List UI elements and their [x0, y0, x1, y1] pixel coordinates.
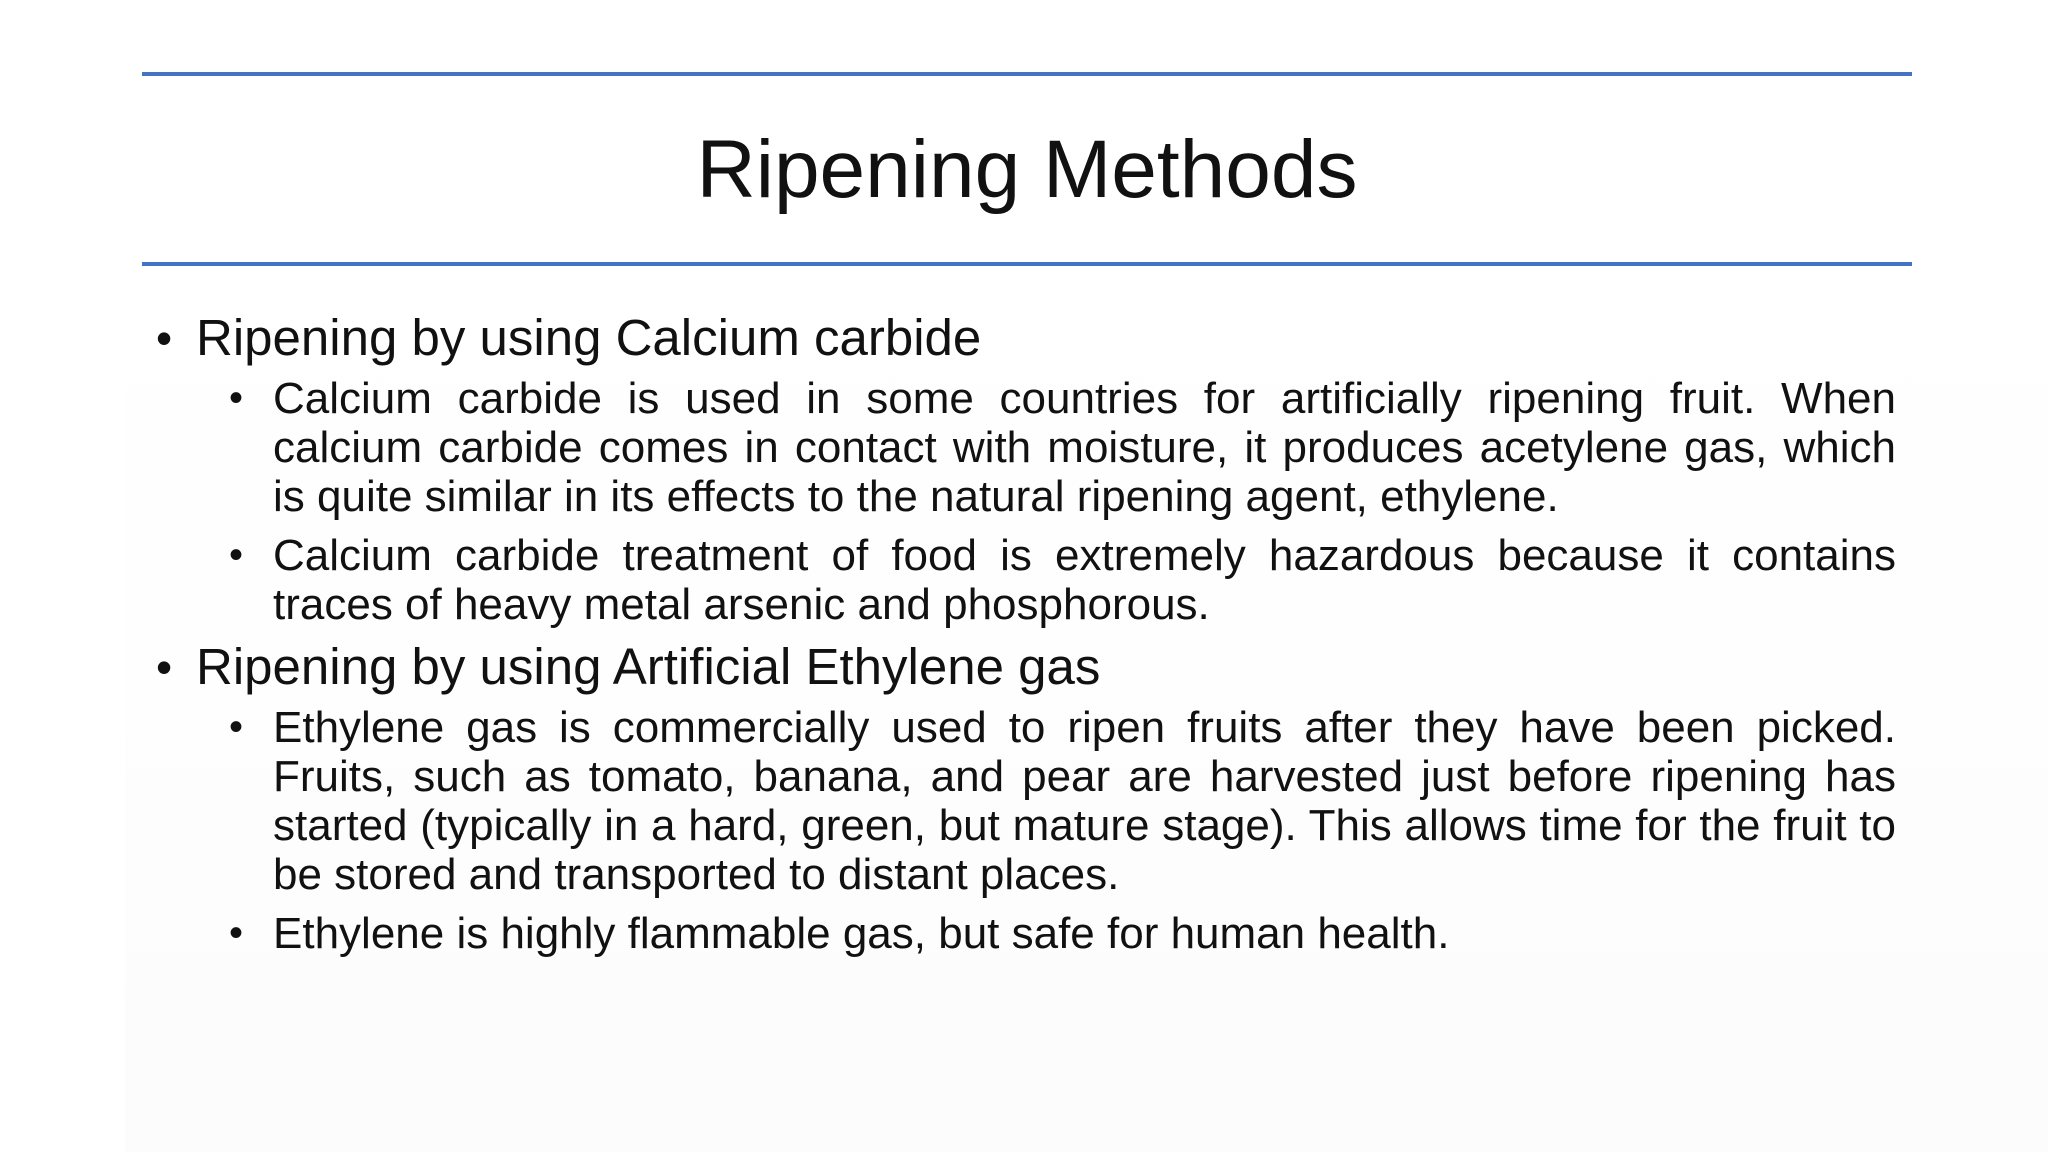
section-ethylene-points [150, 703, 1896, 958]
list-item [229, 374, 1896, 521]
title-bottom-rule [142, 262, 1912, 266]
list-item [229, 703, 1896, 899]
bullet-icon: • [229, 376, 244, 420]
slide-title: Ripening Methods [696, 124, 1358, 215]
list-item [229, 531, 1896, 629]
section-calcium-carbide-points [150, 374, 1896, 629]
list-item-text: Ethylene is highly flammable gas, but safe for human health. [273, 909, 1450, 958]
list-item [229, 909, 1896, 958]
section-ethylene-heading [150, 635, 1896, 699]
section-heading-text: Ripening by using Calcium carbide [196, 309, 982, 366]
bullet-icon: • [229, 705, 244, 749]
list-item-text: Ethylene gas is commercially used to ripen fruits after they have been picked. Fruits, such as tomato, banana, and pear are harvested just before ripening has started (typically in a hard, green, but mature stage). This allows time for the fruit to be stored and transported to distant places. [273, 703, 1896, 899]
bullet-icon: • [156, 312, 173, 364]
bullet-icon: • [229, 533, 244, 577]
slide-body [150, 306, 1896, 964]
list-item-text: Calcium carbide treatment of food is extremely hazardous because it contains traces of heavy metal arsenic and phosphorous. [273, 531, 1896, 629]
list-item-text: Calcium carbide is used in some countries for artificially ripening fruit. When calcium carbide comes in contact with moisture, it produces acetylene gas, which is quite similar in its effects to the natural ripening agent, ethylene. [273, 374, 1896, 521]
section-calcium-carbide-heading [150, 306, 1896, 370]
bullet-icon: • [156, 641, 173, 693]
bullet-icon: • [229, 911, 244, 955]
title-top-rule [142, 72, 1912, 76]
section-heading-text: Ripening by using Artificial Ethylene gas [196, 638, 1101, 695]
